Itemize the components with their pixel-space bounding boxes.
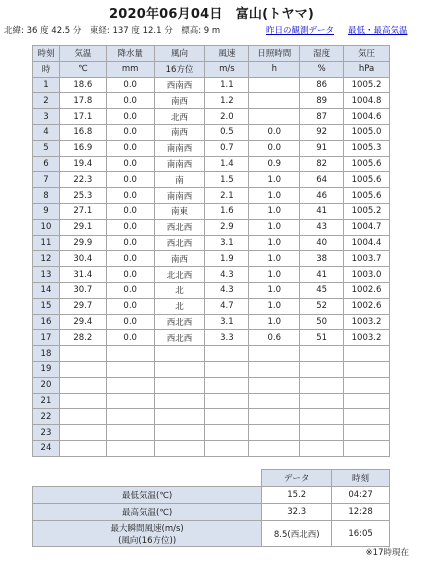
cell-hour: 1 xyxy=(33,77,60,93)
cell-temperature: 22.3 xyxy=(59,172,106,188)
cell-pressure: 1004.8 xyxy=(344,93,390,109)
cell-pressure xyxy=(344,393,390,409)
cell-sunshine xyxy=(249,425,300,441)
cell-precipitation: 0.0 xyxy=(106,314,154,330)
max-temp-value: 32.3 xyxy=(262,504,332,521)
cell-temperature: 30.7 xyxy=(59,282,106,298)
cell-wind-speed: 2.9 xyxy=(205,219,249,235)
table-row xyxy=(33,267,390,283)
cell-sunshine: 1.0 xyxy=(249,298,300,314)
footnote: ※17時現在 xyxy=(365,548,409,558)
table-row xyxy=(33,282,390,298)
cell-hour: 8 xyxy=(33,188,60,204)
cell-humidity: 82 xyxy=(300,156,344,172)
cell-humidity: 43 xyxy=(300,219,344,235)
max-gust-value: 8.5(西北西) xyxy=(262,521,332,547)
cell-humidity: 51 xyxy=(300,330,344,346)
cell-sunshine xyxy=(249,393,300,409)
cell-precipitation: 0.0 xyxy=(106,251,154,267)
cell-pressure xyxy=(344,409,390,425)
min-temp-value: 15.2 xyxy=(262,487,332,504)
cell-humidity: 92 xyxy=(300,124,344,140)
cell-temperature xyxy=(59,425,106,441)
cell-sunshine xyxy=(249,93,300,109)
cell-wind-direction: 西北西 xyxy=(154,235,205,251)
table-row xyxy=(33,440,390,456)
header-temperature: 気温 xyxy=(59,46,106,62)
cell-temperature: 17.1 xyxy=(59,109,106,125)
cell-hour: 12 xyxy=(33,251,60,267)
cell-wind-direction xyxy=(154,377,205,393)
cell-sunshine: 1.0 xyxy=(249,235,300,251)
cell-wind-direction: 南西 xyxy=(154,124,205,140)
cell-temperature: 29.4 xyxy=(59,314,106,330)
cell-hour: 10 xyxy=(33,219,60,235)
cell-humidity: 38 xyxy=(300,251,344,267)
cell-pressure: 1005.3 xyxy=(344,140,390,156)
cell-pressure: 1003.7 xyxy=(344,251,390,267)
cell-precipitation xyxy=(106,377,154,393)
cell-temperature: 19.4 xyxy=(59,156,106,172)
cell-hour: 18 xyxy=(33,346,60,362)
cell-sunshine: 0.0 xyxy=(249,140,300,156)
cell-wind-direction: 西北西 xyxy=(154,330,205,346)
cell-temperature: 17.8 xyxy=(59,93,106,109)
cell-hour: 3 xyxy=(33,109,60,125)
cell-sunshine xyxy=(249,361,300,377)
cell-wind-direction: 西北西 xyxy=(154,314,205,330)
cell-precipitation xyxy=(106,440,154,456)
cell-wind-speed: 3.1 xyxy=(205,235,249,251)
unit-pressure: hPa xyxy=(344,61,390,77)
cell-temperature: 16.8 xyxy=(59,124,106,140)
page-title: 2020年06月04日 富山(トヤマ) xyxy=(108,7,315,22)
table-row xyxy=(33,219,390,235)
summary-row-min-temp xyxy=(33,487,390,504)
cell-wind-direction: 南南西 xyxy=(154,188,205,204)
cell-wind-direction: 南西 xyxy=(154,93,205,109)
max-gust-label-line2: (風向(16方位)) xyxy=(118,535,177,546)
cell-wind-speed: 2.0 xyxy=(205,109,249,125)
cell-pressure: 1005.6 xyxy=(344,156,390,172)
table-row xyxy=(33,346,390,362)
cell-wind-speed: 1.2 xyxy=(205,93,249,109)
unit-sunshine: h xyxy=(249,61,300,77)
cell-hour: 6 xyxy=(33,156,60,172)
cell-humidity: 87 xyxy=(300,109,344,125)
cell-wind-direction xyxy=(154,393,205,409)
cell-humidity: 64 xyxy=(300,172,344,188)
cell-temperature: 29.7 xyxy=(59,298,106,314)
table-row xyxy=(33,298,390,314)
cell-sunshine: 1.0 xyxy=(249,203,300,219)
cell-humidity xyxy=(300,440,344,456)
cell-pressure: 1002.6 xyxy=(344,282,390,298)
cell-hour: 24 xyxy=(33,440,60,456)
cell-temperature: 30.4 xyxy=(59,251,106,267)
cell-wind-speed: 4.3 xyxy=(205,267,249,283)
cell-wind-speed: 2.1 xyxy=(205,188,249,204)
cell-pressure: 1003.0 xyxy=(344,267,390,283)
table-row xyxy=(33,330,390,346)
station-coordinates: 北緯: 36 度 42.5 分 東経: 137 度 12.1 分 標高: 9 m xyxy=(4,26,221,36)
cell-temperature: 29.9 xyxy=(59,235,106,251)
table-row xyxy=(33,409,390,425)
cell-temperature: 16.9 xyxy=(59,140,106,156)
cell-wind-speed xyxy=(205,425,249,441)
cell-humidity xyxy=(300,409,344,425)
cell-humidity: 40 xyxy=(300,235,344,251)
header-precipitation: 降水量 xyxy=(106,46,154,62)
cell-pressure: 1005.6 xyxy=(344,188,390,204)
table-row xyxy=(33,109,390,125)
cell-precipitation xyxy=(106,409,154,425)
cell-wind-speed xyxy=(205,393,249,409)
cell-humidity: 91 xyxy=(300,140,344,156)
unit-temperature: ℃ xyxy=(59,61,106,77)
cell-sunshine: 0.0 xyxy=(249,124,300,140)
cell-wind-speed xyxy=(205,440,249,456)
max-gust-label xyxy=(33,521,262,547)
cell-temperature xyxy=(59,409,106,425)
cell-temperature xyxy=(59,346,106,362)
cell-temperature xyxy=(59,377,106,393)
cell-wind-direction xyxy=(154,346,205,362)
cell-sunshine xyxy=(249,440,300,456)
min-temp-time: 04:27 xyxy=(332,487,390,504)
cell-sunshine: 1.0 xyxy=(249,188,300,204)
cell-humidity: 41 xyxy=(300,203,344,219)
cell-pressure: 1003.2 xyxy=(344,314,390,330)
cell-sunshine xyxy=(249,377,300,393)
cell-precipitation: 0.0 xyxy=(106,77,154,93)
cell-wind-direction: 北西 xyxy=(154,109,205,125)
header-pressure: 気圧 xyxy=(344,46,390,62)
cell-sunshine: 1.0 xyxy=(249,219,300,235)
header-wind-speed: 風速 xyxy=(205,46,249,62)
cell-temperature xyxy=(59,440,106,456)
max-temp-label: 最高気温(℃) xyxy=(33,504,262,521)
cell-precipitation: 0.0 xyxy=(106,172,154,188)
cell-pressure: 1004.7 xyxy=(344,219,390,235)
cell-pressure: 1003.2 xyxy=(344,330,390,346)
table-row xyxy=(33,172,390,188)
cell-wind-direction: 北 xyxy=(154,298,205,314)
cell-humidity xyxy=(300,346,344,362)
cell-pressure xyxy=(344,346,390,362)
cell-wind-direction xyxy=(154,361,205,377)
unit-humidity: % xyxy=(300,61,344,77)
cell-precipitation xyxy=(106,393,154,409)
cell-wind-speed: 1.6 xyxy=(205,203,249,219)
cell-precipitation xyxy=(106,361,154,377)
cell-sunshine: 0.6 xyxy=(249,330,300,346)
cell-pressure xyxy=(344,361,390,377)
unit-precipitation: mm xyxy=(106,61,154,77)
summary-col-time: 時刻 xyxy=(332,470,390,487)
unit-wind-direction: 16方位 xyxy=(154,61,205,77)
table-row xyxy=(33,124,390,140)
cell-pressure xyxy=(344,440,390,456)
cell-precipitation: 0.0 xyxy=(106,330,154,346)
cell-humidity: 52 xyxy=(300,298,344,314)
cell-sunshine: 1.0 xyxy=(249,314,300,330)
cell-humidity: 86 xyxy=(300,77,344,93)
unit-wind-speed: m/s xyxy=(205,61,249,77)
cell-humidity xyxy=(300,425,344,441)
cell-hour: 21 xyxy=(33,393,60,409)
cell-pressure: 1004.4 xyxy=(344,235,390,251)
cell-hour: 7 xyxy=(33,172,60,188)
cell-wind-speed: 4.3 xyxy=(205,282,249,298)
header-humidity: 湿度 xyxy=(300,46,344,62)
header-sunshine: 日照時間 xyxy=(249,46,300,62)
cell-sunshine: 1.0 xyxy=(249,267,300,283)
cell-wind-speed: 1.9 xyxy=(205,251,249,267)
table-row xyxy=(33,377,390,393)
table-row xyxy=(33,235,390,251)
cell-wind-direction: 南 xyxy=(154,172,205,188)
cell-precipitation: 0.0 xyxy=(106,156,154,172)
cell-pressure: 1005.2 xyxy=(344,203,390,219)
cell-humidity: 45 xyxy=(300,282,344,298)
unit-hour: 時 xyxy=(33,61,60,77)
cell-pressure: 1002.6 xyxy=(344,298,390,314)
cell-wind-direction: 西南西 xyxy=(154,77,205,93)
hourly-observation-table xyxy=(32,45,390,457)
cell-sunshine: 1.0 xyxy=(249,282,300,298)
table-row xyxy=(33,393,390,409)
cell-pressure: 1005.2 xyxy=(344,77,390,93)
cell-humidity: 41 xyxy=(300,267,344,283)
cell-hour: 9 xyxy=(33,203,60,219)
summary-corner xyxy=(33,470,262,487)
table-row xyxy=(33,425,390,441)
cell-pressure: 1004.6 xyxy=(344,109,390,125)
cell-wind-speed: 3.3 xyxy=(205,330,249,346)
cell-precipitation: 0.0 xyxy=(106,267,154,283)
cell-humidity: 46 xyxy=(300,188,344,204)
cell-hour: 19 xyxy=(33,361,60,377)
table-row xyxy=(33,188,390,204)
cell-sunshine xyxy=(249,409,300,425)
cell-precipitation: 0.0 xyxy=(106,298,154,314)
max-temp-time: 12:28 xyxy=(332,504,390,521)
cell-temperature: 27.1 xyxy=(59,203,106,219)
table-row xyxy=(33,251,390,267)
cell-temperature: 18.6 xyxy=(59,77,106,93)
cell-precipitation: 0.0 xyxy=(106,124,154,140)
cell-precipitation xyxy=(106,346,154,362)
table-row xyxy=(33,140,390,156)
station-info-bar xyxy=(4,22,420,46)
cell-hour: 17 xyxy=(33,330,60,346)
cell-hour: 16 xyxy=(33,314,60,330)
cell-hour: 5 xyxy=(33,140,60,156)
cell-hour: 11 xyxy=(33,235,60,251)
cell-temperature: 25.3 xyxy=(59,188,106,204)
cell-wind-direction: 北北西 xyxy=(154,267,205,283)
cell-pressure: 1005.6 xyxy=(344,172,390,188)
cell-wind-speed: 0.7 xyxy=(205,140,249,156)
table-row xyxy=(33,93,390,109)
table-row xyxy=(33,314,390,330)
cell-humidity: 89 xyxy=(300,93,344,109)
cell-hour: 15 xyxy=(33,298,60,314)
daily-summary-table xyxy=(32,469,390,547)
cell-wind-direction: 南西 xyxy=(154,251,205,267)
summary-row-max-temp xyxy=(33,504,390,521)
cell-precipitation: 0.0 xyxy=(106,219,154,235)
cell-hour: 13 xyxy=(33,267,60,283)
cell-hour: 22 xyxy=(33,409,60,425)
cell-precipitation: 0.0 xyxy=(106,203,154,219)
summary-header-row xyxy=(33,470,390,487)
cell-wind-speed: 1.5 xyxy=(205,172,249,188)
table-unit-row xyxy=(33,61,390,77)
cell-hour: 20 xyxy=(33,377,60,393)
cell-humidity xyxy=(300,361,344,377)
min-temp-label: 最低気温(℃) xyxy=(33,487,262,504)
cell-wind-speed xyxy=(205,346,249,362)
table-row xyxy=(33,156,390,172)
cell-sunshine: 1.0 xyxy=(249,172,300,188)
cell-precipitation: 0.0 xyxy=(106,109,154,125)
max-gust-time: 16:05 xyxy=(332,521,390,547)
summary-col-data: データ xyxy=(262,470,332,487)
cell-wind-direction: 西北西 xyxy=(154,219,205,235)
cell-hour: 23 xyxy=(33,425,60,441)
cell-wind-speed: 3.1 xyxy=(205,314,249,330)
cell-wind-speed xyxy=(205,409,249,425)
cell-wind-speed: 4.7 xyxy=(205,298,249,314)
cell-sunshine xyxy=(249,346,300,362)
cell-precipitation xyxy=(106,425,154,441)
cell-hour: 2 xyxy=(33,93,60,109)
cell-pressure: 1005.0 xyxy=(344,124,390,140)
cell-temperature: 29.1 xyxy=(59,219,106,235)
header-wind-direction: 風向 xyxy=(154,46,205,62)
cell-wind-direction xyxy=(154,425,205,441)
cell-temperature xyxy=(59,393,106,409)
cell-wind-direction: 北 xyxy=(154,282,205,298)
cell-wind-direction: 南南西 xyxy=(154,156,205,172)
cell-humidity xyxy=(300,393,344,409)
summary-row-max-gust xyxy=(33,521,390,547)
cell-wind-direction: 南東 xyxy=(154,203,205,219)
cell-wind-speed: 0.5 xyxy=(205,124,249,140)
cell-wind-speed: 1.1 xyxy=(205,77,249,93)
cell-precipitation: 0.0 xyxy=(106,282,154,298)
previous-day-link[interactable]: 昨日の観測データ xyxy=(266,26,335,36)
cell-temperature: 31.4 xyxy=(59,267,106,283)
header-hour: 時刻 xyxy=(33,46,60,62)
cell-temperature: 28.2 xyxy=(59,330,106,346)
cell-temperature xyxy=(59,361,106,377)
cell-precipitation: 0.0 xyxy=(106,140,154,156)
cell-wind-direction xyxy=(154,409,205,425)
cell-wind-speed xyxy=(205,377,249,393)
cell-wind-direction: 南南西 xyxy=(154,140,205,156)
cell-precipitation: 0.0 xyxy=(106,93,154,109)
max-gust-label-line1: 最大瞬間風速(m/s) xyxy=(110,523,184,534)
cell-hour: 14 xyxy=(33,282,60,298)
cell-sunshine xyxy=(249,109,300,125)
table-row xyxy=(33,203,390,219)
min-max-temp-link[interactable]: 最低・最高気温 xyxy=(348,26,408,36)
cell-wind-speed xyxy=(205,361,249,377)
cell-pressure xyxy=(344,425,390,441)
cell-wind-speed: 1.4 xyxy=(205,156,249,172)
cell-precipitation: 0.0 xyxy=(106,235,154,251)
cell-hour: 4 xyxy=(33,124,60,140)
table-header-row xyxy=(33,46,390,62)
cell-wind-direction xyxy=(154,440,205,456)
table-row xyxy=(33,77,390,93)
cell-precipitation: 0.0 xyxy=(106,188,154,204)
cell-sunshine xyxy=(249,77,300,93)
cell-pressure xyxy=(344,377,390,393)
cell-sunshine: 0.9 xyxy=(249,156,300,172)
cell-humidity xyxy=(300,377,344,393)
cell-humidity: 50 xyxy=(300,314,344,330)
cell-sunshine: 1.0 xyxy=(249,251,300,267)
table-row xyxy=(33,361,390,377)
